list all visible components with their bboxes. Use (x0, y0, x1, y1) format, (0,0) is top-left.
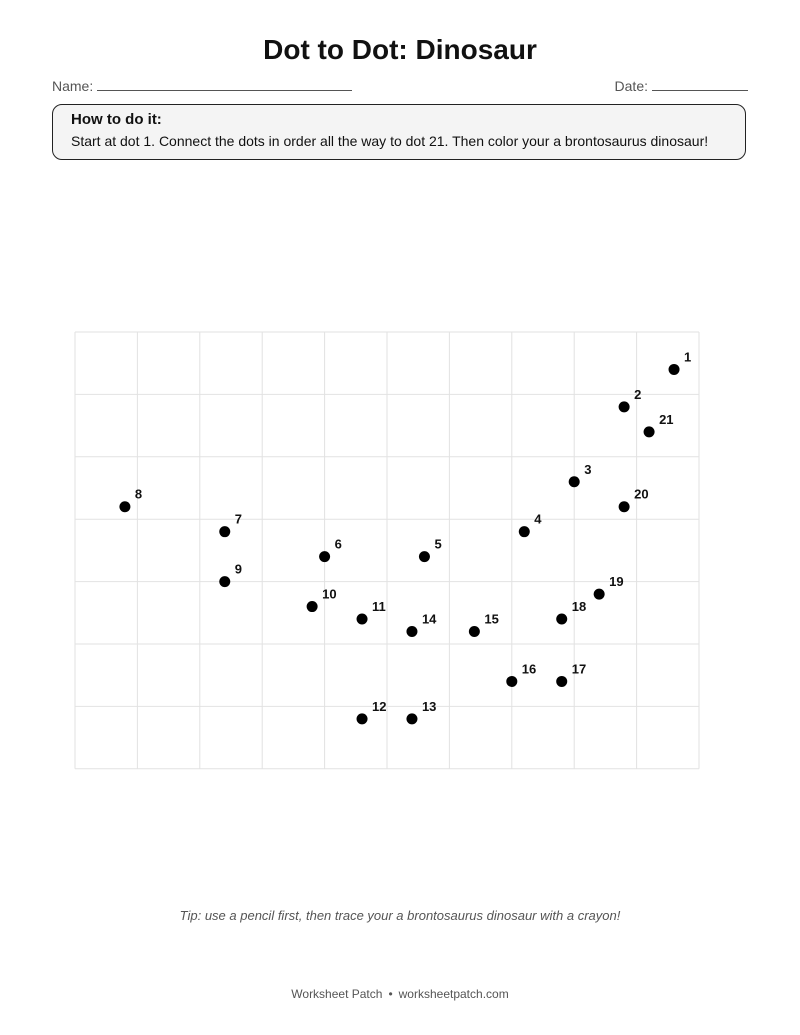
dot-12[interactable] (357, 713, 368, 724)
dot-16[interactable] (506, 676, 517, 687)
dot-label-1: 1 (684, 349, 692, 365)
dot-label-6: 6 (334, 536, 342, 552)
dot-2[interactable] (619, 401, 630, 412)
puzzle-dots (119, 349, 691, 724)
dot-13[interactable] (406, 713, 417, 724)
dot-label-14: 14 (421, 611, 437, 627)
dot-label-8: 8 (134, 486, 143, 502)
name-label: Name: (52, 78, 94, 94)
dot-18[interactable] (556, 614, 567, 625)
dot-9[interactable] (219, 576, 230, 587)
dot-label-5: 5 (434, 536, 442, 552)
footer-site: worksheetpatch.com (398, 987, 509, 1001)
instructions-heading: How to do it: (71, 111, 162, 128)
dot-label-20: 20 (634, 486, 649, 502)
dot-5[interactable] (419, 551, 430, 562)
dot-7[interactable] (219, 526, 230, 537)
footer-brand: Worksheet Patch (291, 987, 383, 1001)
dot-label-12: 12 (372, 698, 387, 714)
dot-14[interactable] (406, 626, 417, 637)
dot-label-11: 11 (372, 599, 386, 615)
dot-label-16: 16 (521, 661, 537, 677)
dot-label-21: 21 (659, 411, 674, 427)
footer (0, 987, 800, 1001)
dot-6[interactable] (319, 551, 330, 562)
worksheet-title: Dot to Dot: Dinosaur (263, 34, 537, 65)
dot-19[interactable] (594, 589, 605, 600)
tip-text: Tip: use a pencil first, then trace your a brontosaurus dinosaur with a crayon! (179, 908, 621, 923)
footer-separator: • (388, 987, 393, 1001)
dot-label-10: 10 (322, 586, 337, 602)
dot-11[interactable] (357, 614, 368, 625)
dot-20[interactable] (619, 501, 630, 512)
dot-label-19: 19 (609, 574, 624, 590)
dot-label-15: 15 (484, 611, 499, 627)
dot-21[interactable] (644, 426, 655, 437)
dot-3[interactable] (569, 476, 580, 487)
dot-10[interactable] (307, 601, 318, 612)
puzzle-grid (75, 332, 699, 769)
dot-label-18: 18 (571, 599, 587, 615)
dot-label-17: 17 (571, 661, 587, 677)
dot-label-3: 3 (584, 461, 592, 477)
dot-15[interactable] (469, 626, 480, 637)
dot-label-4: 4 (534, 511, 542, 527)
dot-8[interactable] (119, 501, 130, 512)
dot-4[interactable] (519, 526, 530, 537)
dot-17[interactable] (556, 676, 567, 687)
date-label: Date: (614, 78, 648, 94)
dot-label-13: 13 (421, 698, 437, 714)
dot-label-9: 9 (234, 561, 242, 577)
dot-1[interactable] (669, 364, 680, 375)
dot-label-7: 7 (234, 511, 242, 527)
dot-label-2: 2 (634, 386, 642, 402)
instructions-text: Start at dot 1. Connect the dots in order all the way to dot 21. Then color your a brontosaurus dinosaur! (71, 133, 709, 149)
